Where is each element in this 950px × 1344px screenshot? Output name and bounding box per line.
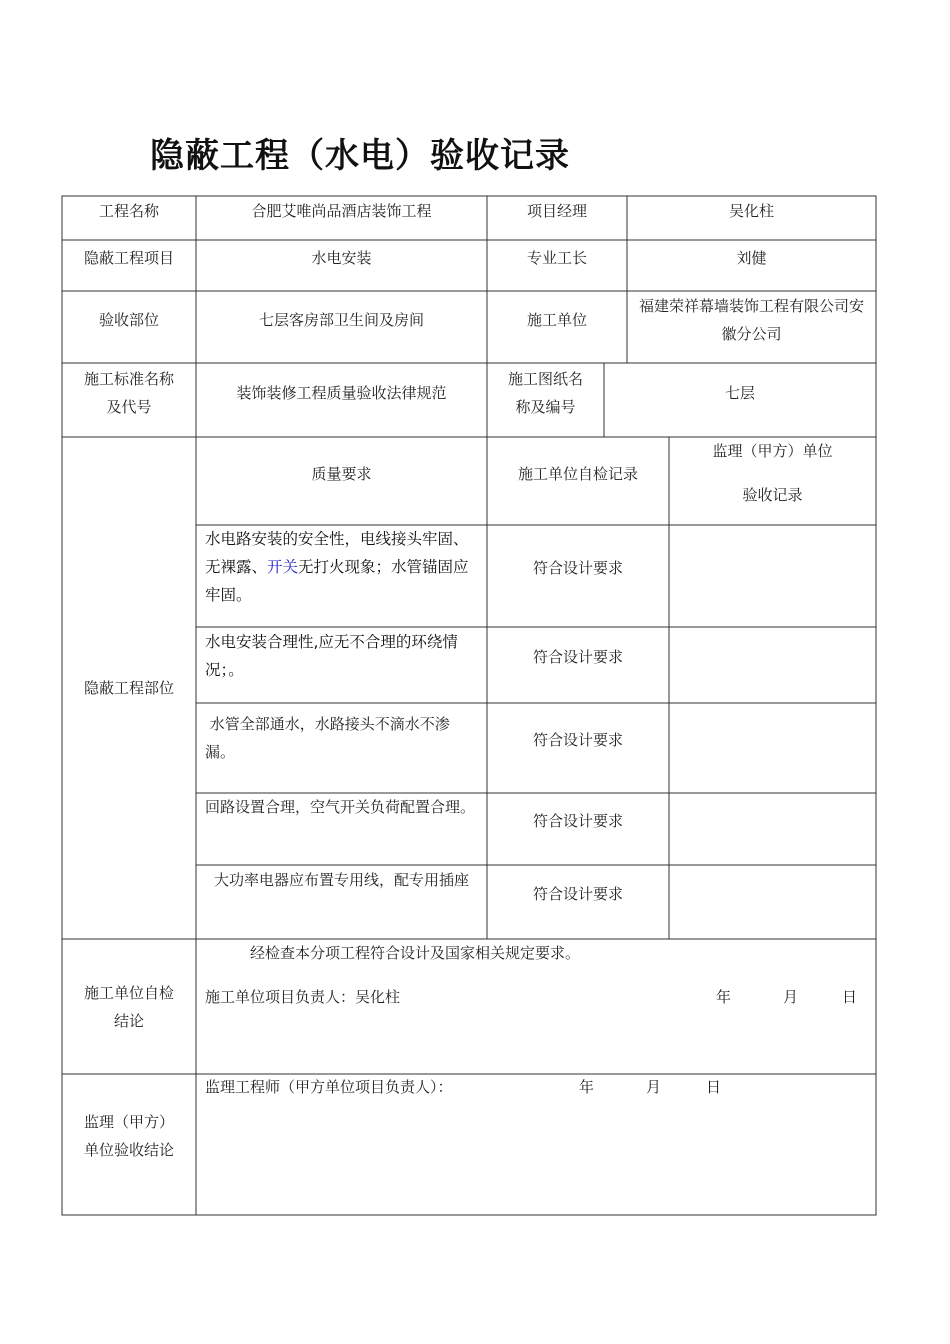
label-self-check-line-1: 施工单位自检 [83, 983, 174, 1002]
item-1-text-switch: 开关 [267, 558, 299, 576]
supervision-engineer: 监理工程师（甲方单位项目负责人）： [205, 1078, 453, 1096]
supervision-day: 日 [706, 1078, 722, 1096]
item-1-result: 符合设计要求 [532, 559, 623, 577]
value-foreman: 刘健 [736, 249, 767, 267]
label-standard-line-2: 及代号 [106, 398, 152, 416]
self-check-year: 年 [716, 988, 732, 1006]
label-project-manager: 项目经理 [526, 202, 587, 220]
header-self-check: 施工单位自检记录 [517, 465, 638, 483]
label-drawing [487, 363, 604, 423]
item-5-result: 符合设计要求 [532, 885, 623, 903]
header-supervision [669, 437, 876, 525]
supervision-year: 年 [579, 1078, 595, 1096]
item-3-result: 符合设计要求 [532, 731, 623, 749]
label-standard [62, 363, 196, 423]
label-self-check-conclusion [62, 939, 196, 1074]
label-drawing-line-1: 施工图纸名 [507, 370, 583, 388]
label-hidden-section: 隐蔽工程部位 [83, 679, 174, 697]
item-5-requirement: 大功率电器应布置专用线，配专用插座 [213, 871, 469, 889]
label-hidden-item: 隐蔽工程项目 [83, 249, 174, 267]
document-title: 隐蔽工程（水电）验收记录 [150, 136, 570, 176]
label-supervision-conclusion [62, 1094, 196, 1178]
header-supervision-line-2: 验收记录 [742, 486, 803, 504]
label-contractor: 施工单位 [526, 311, 587, 329]
label-supervision-line-1: 监理（甲方） [83, 1113, 174, 1131]
item-2-result: 符合设计要求 [532, 648, 623, 666]
header-supervision-line-1: 监理（甲方）单位 [712, 442, 833, 460]
self-check-month: 月 [783, 988, 799, 1006]
self-check-statement: 经检查本分项工程符合设计及国家相关规定要求。 [250, 944, 581, 962]
item-4-requirement: 回路设置合理，空气开关负荷配置合理。 [205, 798, 476, 816]
label-supervision-line-2: 单位验收结论 [83, 1141, 174, 1159]
supervision-month: 月 [646, 1078, 662, 1096]
value-drawing: 七层 [724, 384, 755, 402]
label-self-check-line-2: 结论 [113, 1011, 144, 1030]
header-quality-requirement: 质量要求 [311, 465, 372, 483]
label-standard-line-1: 施工标准名称 [83, 370, 174, 388]
value-standard: 装饰装修工程质量验收法律规范 [236, 384, 447, 402]
item-1-requirement [196, 525, 487, 627]
value-location: 七层客房部卫生间及房间 [258, 311, 424, 329]
self-check-responsible: 施工单位项目负责人：吴化柱 [205, 988, 401, 1006]
label-project-name: 工程名称 [98, 202, 159, 220]
item-1-text-part-2: 无打火现象；水管锚固应牢固。 [205, 558, 469, 604]
item-2-requirement: 水电安装合理性,应无不合理的环绕情况；。 [205, 633, 458, 679]
item-1-text-part-1: 水电路安装的安全性，电线接头牢固、无裸露、 [205, 530, 469, 576]
value-project-name: 合肥艾唯尚品酒店装饰工程 [251, 202, 432, 220]
item-4-result: 符合设计要求 [532, 812, 623, 830]
value-hidden-item: 水电安装 [311, 249, 372, 267]
item-3-requirement: 水管全部通水，水路接头不滴水不渗漏。 [205, 715, 450, 761]
self-check-day: 日 [842, 988, 858, 1006]
label-foreman: 专业工长 [526, 249, 587, 267]
value-project-manager: 吴化柱 [728, 202, 774, 220]
label-drawing-line-2: 称及编号 [515, 398, 576, 416]
label-location: 验收部位 [98, 311, 159, 329]
value-contractor: 福建荣祥幕墙装饰工程有限公司安徽分公司 [638, 297, 864, 343]
